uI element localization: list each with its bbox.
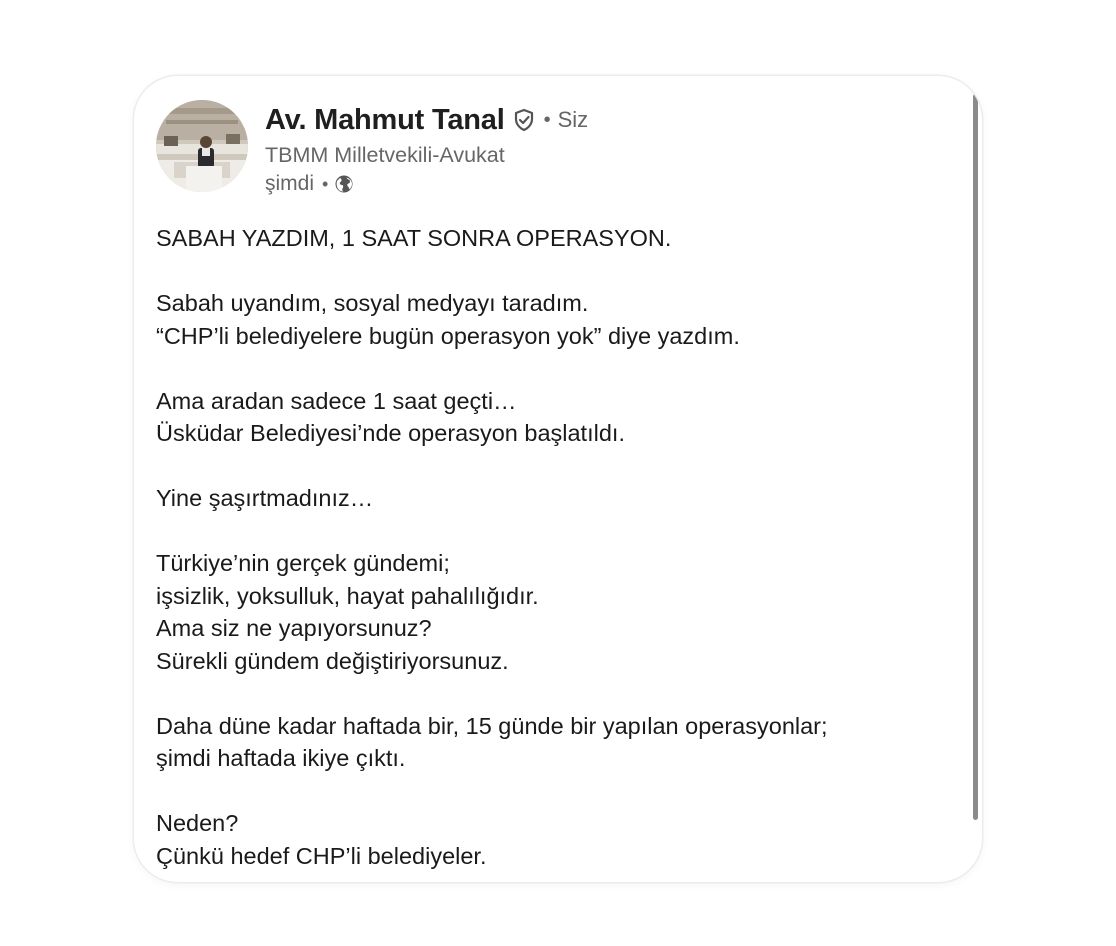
post-paragraph: Yine şaşırtmadınız…: [156, 485, 374, 511]
post-body: [156, 222, 966, 882]
avatar-photo-icon: [156, 100, 248, 192]
avatar[interactable]: [156, 100, 248, 192]
scrollbar[interactable]: [973, 94, 978, 820]
post-paragraph: SABAH YAZDIM, 1 SAAT SONRA OPERASYON.: [156, 225, 672, 251]
author-headline: TBMM Milletvekili-Avukat: [265, 143, 505, 167]
post-paragraph: Ama aradan sadece 1 saat geçti… Üsküdar Belediyesi’nde operasyon başlatıldı.: [156, 387, 625, 446]
relation-label: Siz: [557, 107, 589, 132]
shield-check-icon: [513, 108, 535, 132]
separator-dot: •: [543, 108, 551, 131]
globe-icon: [334, 174, 354, 194]
name-row: [265, 100, 588, 140]
author-name[interactable]: Av. Mahmut Tanal: [265, 103, 505, 136]
post-header: [265, 100, 588, 198]
post-paragraph: Türkiye’nin gerçek gündemi; işsizlik, yoksulluk, hayat pahalılığıdır. Ama siz ne yapıyorsunuz? Sürekli gündem değiştiriyorsunuz.: [156, 550, 539, 674]
post-card: [134, 76, 982, 882]
post-timestamp: şimdi: [265, 172, 315, 195]
post-paragraph: Sabah uyandım, sosyal medyayı taradım. “CHP’li belediyelere bugün operasyon yok” diye yazdım.: [156, 290, 740, 349]
post-paragraph: Neden? Çünkü hedef CHP’li belediyeler.: [156, 810, 487, 869]
time-row: [265, 170, 588, 198]
separator-dot: •: [322, 173, 329, 194]
post-paragraph: Daha düne kadar haftada bir, 15 günde bir yapılan operasyonlar; şimdi haftada ikiye çıktı.: [156, 712, 828, 771]
